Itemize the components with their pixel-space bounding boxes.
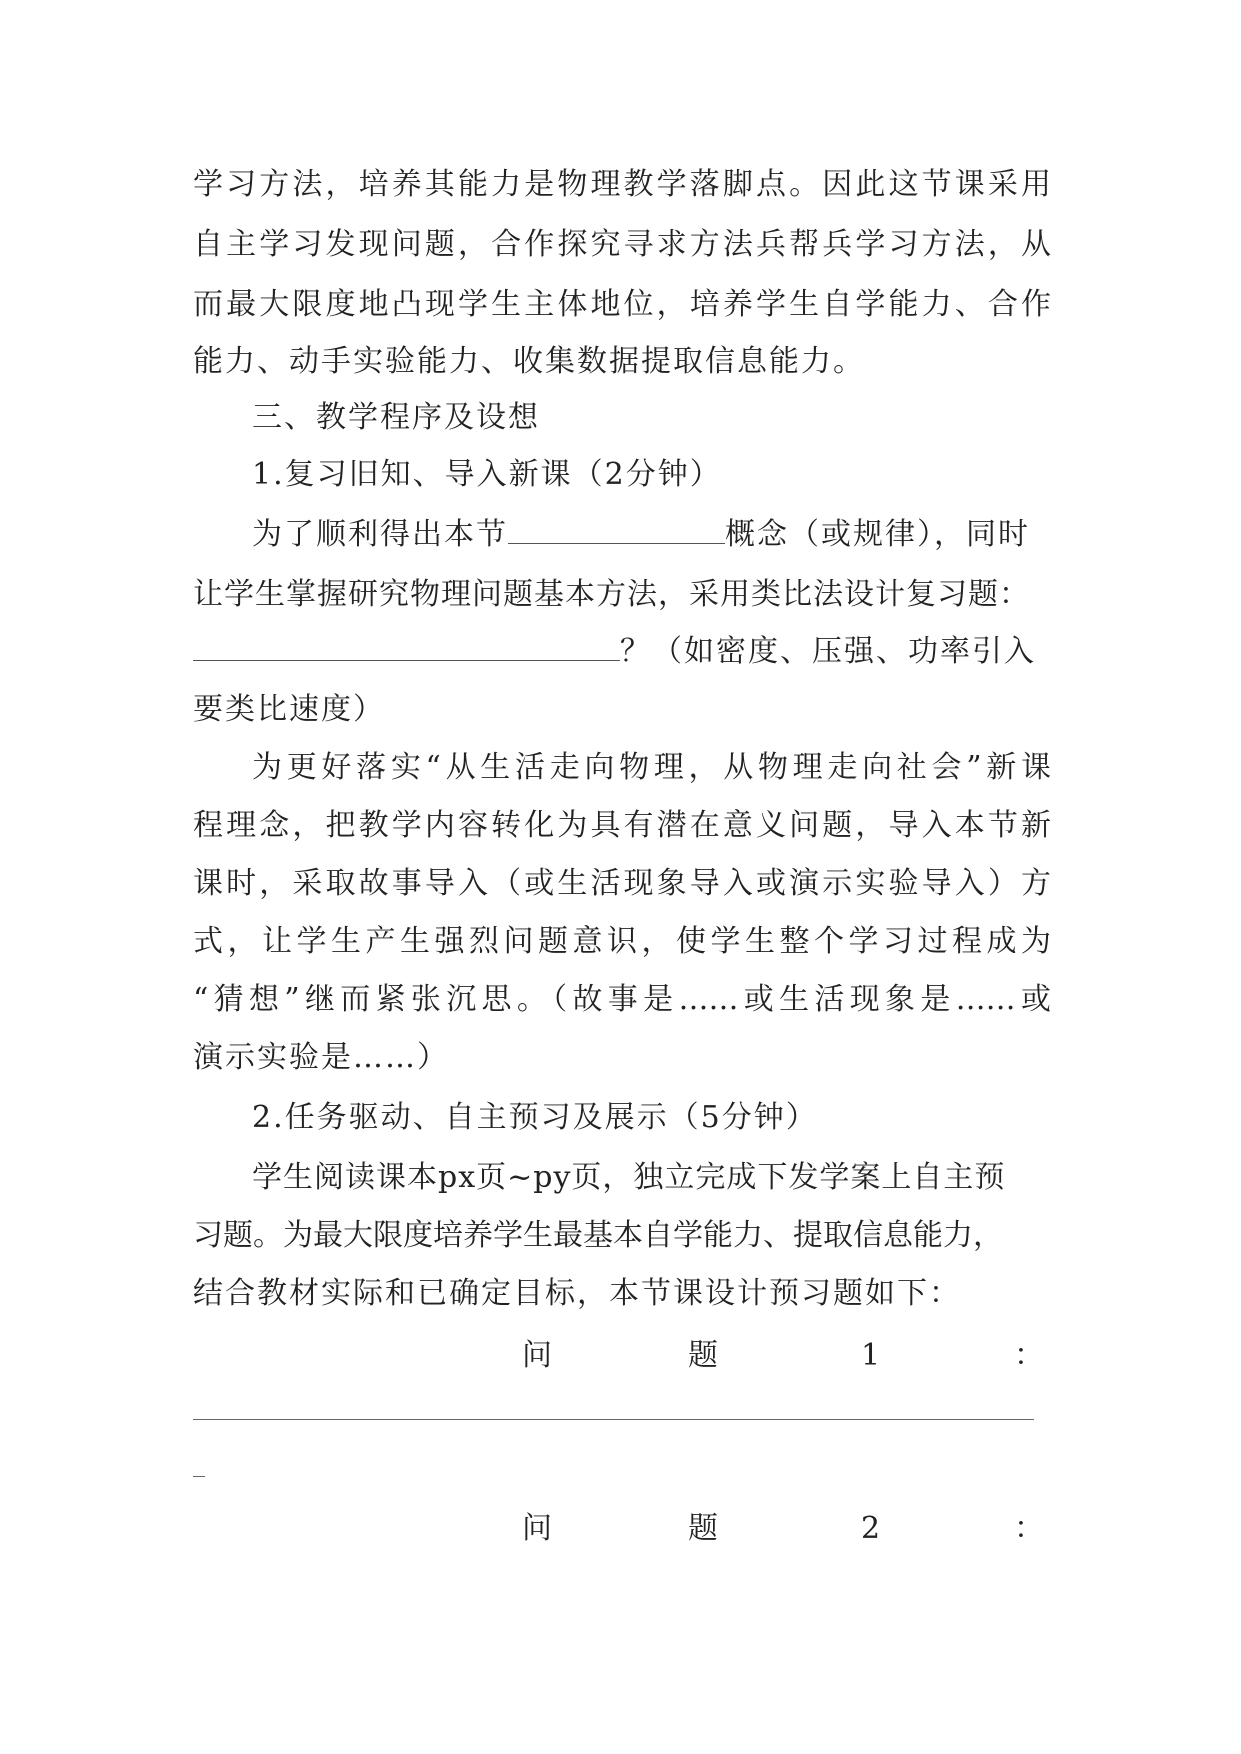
paragraph-line: 式，让学生产生强烈问题意识，使学生整个学习过程成为 bbox=[193, 924, 1051, 959]
question-word: 问 bbox=[522, 1511, 552, 1546]
answer-blank-line-tail[interactable] bbox=[193, 1476, 205, 1477]
line-text-end: ？（如密度、压强、功率引入 bbox=[620, 634, 1036, 669]
paragraph-line: 结合教材实际和已确定目标，本节课设计预习题如下： bbox=[193, 1276, 961, 1311]
question-word: 问 bbox=[522, 1338, 552, 1373]
paragraph-line: 程理念，把教学内容转化为具有潜在意义问题，导入本节新 bbox=[193, 808, 1051, 843]
paragraph-line: 要类比速度） bbox=[193, 692, 385, 727]
paragraph-line: 让学生掌握研究物理问题基本方法，采用类比法设计复习题： bbox=[193, 577, 1030, 612]
paragraph-line: “猜想”继而紧张沉思。（故事是……或生活现象是……或 bbox=[193, 982, 1051, 1017]
paragraph-line: 习题。为最大限度培养学生最基本自学能力、提取信息能力， bbox=[193, 1218, 1003, 1253]
paragraph-line: 学生阅读课本px页~py页，独立完成下发学案上自主预 bbox=[252, 1160, 1006, 1195]
paragraph-line: 自主学习发现问题，合作探究寻求方法兵帮兵学习方法，从 bbox=[193, 227, 1051, 262]
line-text-start: 为了顺利得出本节 bbox=[252, 517, 508, 552]
paragraph-line: 而最大限度地凸现学生主体地位，培养学生自学能力、合作 bbox=[193, 287, 1051, 322]
paragraph-line: 能力、动手实验能力、收集数据提取信息能力。 bbox=[193, 344, 865, 379]
line-text-end: 概念（或规律），同时 bbox=[725, 517, 1030, 552]
fill-in-blank[interactable] bbox=[193, 634, 620, 661]
section-heading: 三、教学程序及设想 bbox=[252, 400, 540, 435]
paragraph-line: 演示实验是……） bbox=[193, 1040, 449, 1075]
paragraph-line: 为更好落实“从生活走向物理，从物理走向社会”新课 bbox=[252, 750, 1051, 785]
question-colon: ： bbox=[1014, 1338, 1044, 1373]
fill-in-blank[interactable] bbox=[508, 517, 725, 544]
question-colon: ： bbox=[1014, 1511, 1044, 1546]
subsection-heading: 1.复习旧知、导入新课（2分钟） bbox=[252, 457, 722, 492]
answer-blank-line[interactable] bbox=[193, 1419, 1034, 1420]
paragraph-line: 课时，采取故事导入（或生活现象导入或演示实验导入）方 bbox=[193, 866, 1051, 901]
question-word: 题 bbox=[688, 1511, 718, 1546]
paragraph-line-with-blank bbox=[193, 632, 1051, 672]
question-word: 题 bbox=[688, 1338, 718, 1373]
question-number: 1 bbox=[861, 1338, 881, 1373]
subsection-heading: 2.任务驱动、自主预习及展示（5分钟） bbox=[252, 1100, 818, 1135]
question-number: 2 bbox=[861, 1511, 881, 1546]
paragraph-line-with-blank bbox=[252, 515, 1051, 555]
paragraph-line: 学习方法，培养其能力是物理教学落脚点。因此这节课采用 bbox=[193, 167, 1051, 202]
